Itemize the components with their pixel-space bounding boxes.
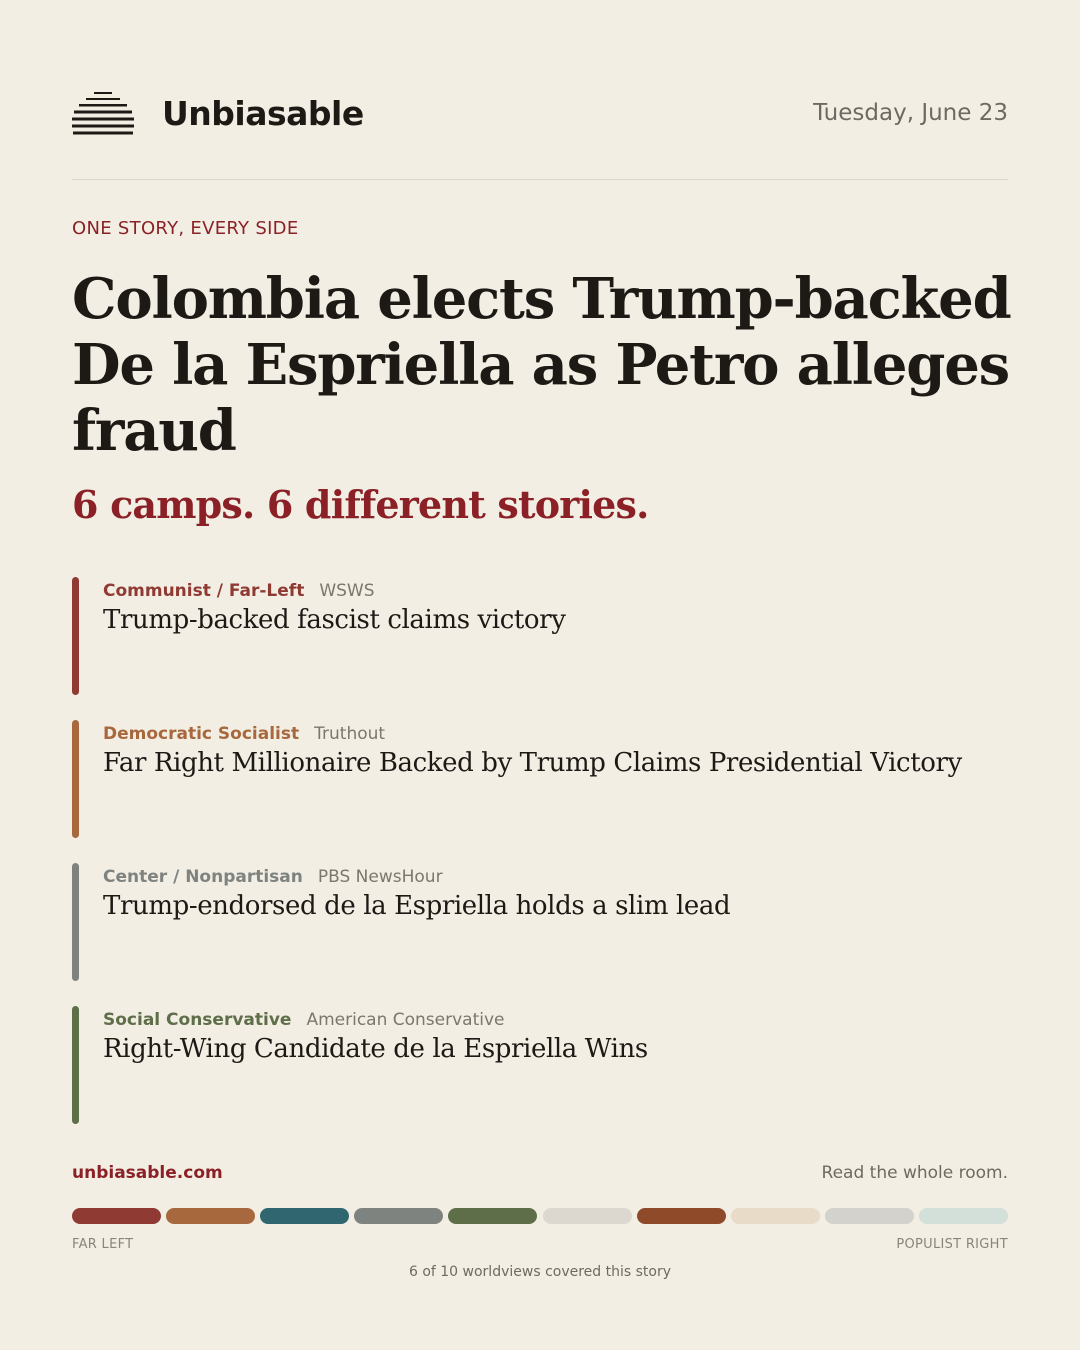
- camp-label: Democratic Socialist: [103, 724, 300, 744]
- camp-label: Communist / Far-Left: [103, 581, 305, 601]
- outlet-label: American Conservative: [306, 1010, 505, 1030]
- story-title[interactable]: Trump-endorsed de la Espriella holds a slim lead: [103, 891, 731, 921]
- story-meta: [103, 581, 375, 601]
- story-item-social-conservative[interactable]: [72, 1006, 1008, 1124]
- story-meta: [103, 724, 385, 744]
- camp-color-bar: [72, 577, 79, 695]
- story-title[interactable]: Trump-backed fascist claims victory: [103, 605, 566, 635]
- story-item-democratic-socialist[interactable]: [72, 720, 1008, 838]
- story-meta: [103, 1010, 505, 1030]
- camp-label: Center / Nonpartisan: [103, 867, 303, 887]
- outlet-label: PBS NewsHour: [317, 867, 443, 887]
- camp-label: Social Conservative: [103, 1010, 292, 1030]
- story-title[interactable]: Right-Wing Candidate de la Espriella Wins: [103, 1034, 648, 1064]
- story-list: [72, 577, 1008, 1149]
- spectrum-segment-8: [731, 1208, 820, 1224]
- kicker: ONE STORY, EVERY SIDE: [72, 218, 299, 239]
- header: [72, 88, 1008, 138]
- spectrum-segment-1: [72, 1208, 161, 1224]
- date: Tuesday, June 23: [813, 100, 1008, 126]
- spectrum-segment-7: [637, 1208, 726, 1224]
- spectrum-left-label: FAR LEFT: [72, 1237, 134, 1252]
- stacked-lines-icon: [72, 91, 134, 135]
- coverage-note: 6 of 10 worldviews covered this story: [408, 1264, 672, 1280]
- tagline: Read the whole room.: [821, 1163, 1008, 1183]
- outlet-label: Truthout: [314, 724, 386, 744]
- camp-color-bar: [72, 863, 79, 981]
- headline: Colombia elects Trump-backed De la Espriella as Petro alleges fraud: [72, 266, 1011, 464]
- spectrum-segment-6: [543, 1208, 632, 1224]
- story-title[interactable]: Far Right Millionaire Backed by Trump Claims Presidential Victory: [103, 748, 962, 778]
- spectrum-segment-5: [448, 1208, 537, 1224]
- site-link[interactable]: unbiasable.com: [72, 1163, 223, 1183]
- camp-color-bar: [72, 720, 79, 838]
- camp-color-bar: [72, 1006, 79, 1124]
- story-item-communist[interactable]: [72, 577, 1008, 695]
- spectrum-segment-9: [825, 1208, 914, 1224]
- subhead: 6 camps. 6 different stories.: [72, 482, 649, 527]
- spectrum-segment-10: [919, 1208, 1008, 1224]
- brand[interactable]: [72, 91, 364, 135]
- story-item-center[interactable]: [72, 863, 1008, 981]
- story-meta: [103, 867, 443, 887]
- outlet-label: WSWS: [319, 581, 375, 601]
- spectrum-segment-2: [166, 1208, 255, 1224]
- spectrum-right-label: POPULIST RIGHT: [896, 1237, 1008, 1252]
- divider: [72, 179, 1008, 180]
- spectrum-segment-4: [354, 1208, 443, 1224]
- brand-name: Unbiasable: [162, 93, 364, 133]
- spectrum-segment-3: [260, 1208, 349, 1224]
- worldview-spectrum: [72, 1208, 1008, 1224]
